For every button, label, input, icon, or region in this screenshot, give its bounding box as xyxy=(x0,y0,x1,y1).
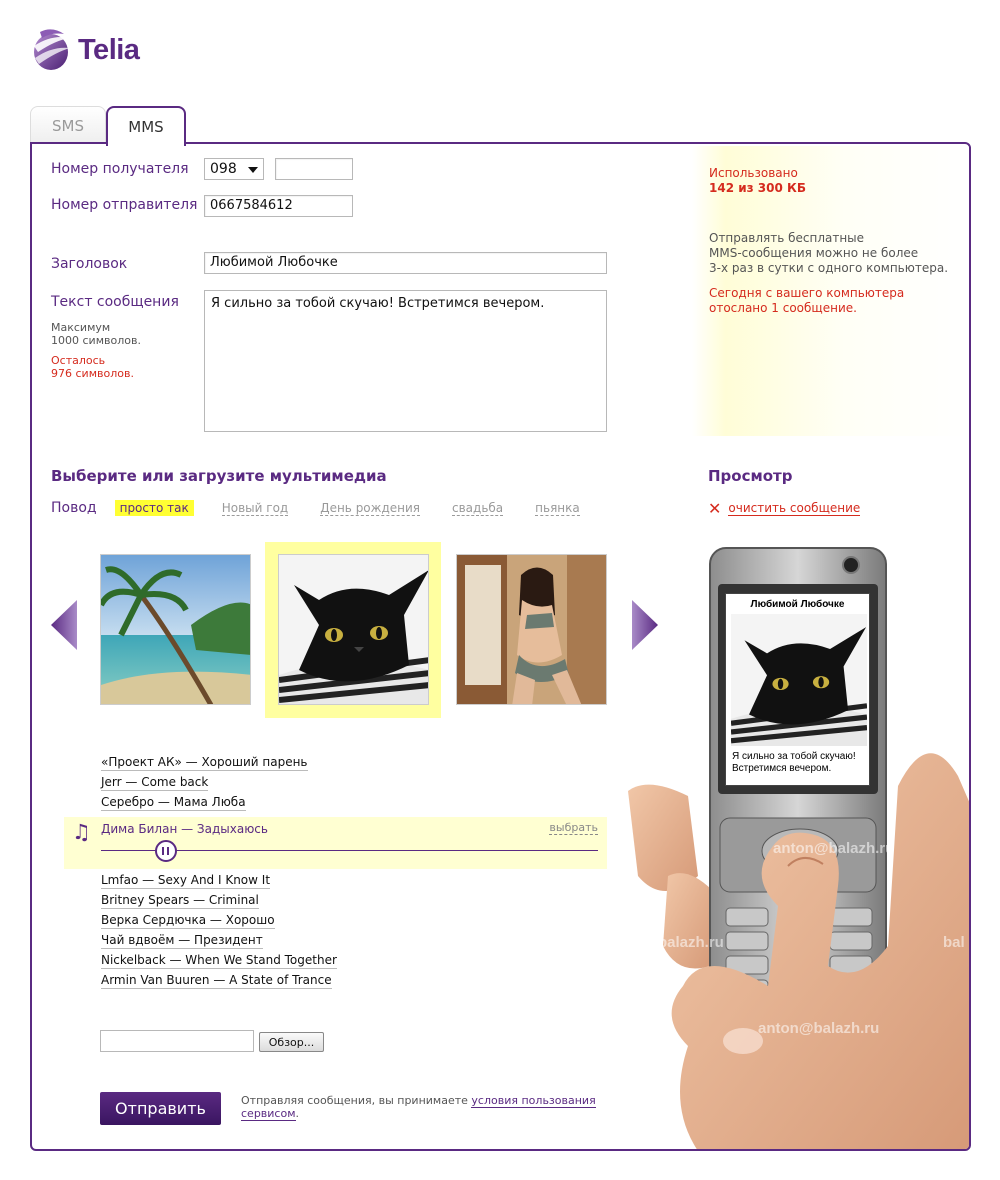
browse-button[interactable]: Обзор... xyxy=(259,1032,324,1052)
occasion-filter xyxy=(51,500,612,516)
phone-screen xyxy=(725,593,870,786)
watermark-edge: bal xyxy=(943,934,965,951)
terms-link-cont[interactable]: сервисом xyxy=(241,1107,296,1120)
preview-image xyxy=(731,614,867,746)
send-button[interactable]: Отправить xyxy=(100,1092,221,1125)
woman-lingerie-image xyxy=(457,555,607,705)
terms-end: . xyxy=(295,1107,300,1120)
music-note-icon: ♫ xyxy=(72,820,91,844)
terms-notice xyxy=(241,1094,611,1120)
max-chars-line2: 1000 символов. xyxy=(51,334,141,347)
beach-palm-image xyxy=(101,555,251,705)
active-track-player xyxy=(64,817,607,869)
thumbnail-woman[interactable] xyxy=(456,554,607,705)
black-cat-image xyxy=(279,555,429,705)
track-item[interactable]: Jerr — Come back xyxy=(101,775,209,789)
track-item[interactable]: Чай вдвоём — Президент xyxy=(101,933,263,947)
message-textarea[interactable]: Я сильно за тобой скучаю! Встретимся вечером. xyxy=(204,290,607,432)
watermark-bottom: anton@balazh.ru xyxy=(758,1020,880,1037)
preview-message: Я сильно за тобой скучаю! Встретимся вечером. xyxy=(732,751,856,774)
thumbnail-beach[interactable] xyxy=(100,554,251,705)
telia-logo-text: Telia xyxy=(78,33,140,66)
tab-sms[interactable]: SMS xyxy=(30,106,106,144)
remaining-chars-line2: 976 символов. xyxy=(51,367,134,380)
occasion-party[interactable]: пьянка xyxy=(535,500,580,515)
recipient-label: Номер получателя xyxy=(51,161,189,177)
telia-logo[interactable] xyxy=(30,28,139,72)
recipient-number-input[interactable] xyxy=(275,158,353,180)
select-track-link[interactable]: выбрать xyxy=(549,821,598,834)
black-cat-preview-image xyxy=(731,614,867,746)
track-item[interactable]: Lmfao — Sexy And I Know It xyxy=(101,873,271,887)
tab-mms[interactable]: MMS xyxy=(106,106,186,146)
sender-label: Номер отправителя xyxy=(51,197,198,213)
watermark: anton@balazh.ru xyxy=(773,840,895,857)
clear-message-label: очистить сообщение xyxy=(728,501,861,515)
track-item[interactable]: Armin Van Buuren — A State of Trance xyxy=(101,973,332,987)
used-label: Использовано xyxy=(709,166,798,180)
track-item[interactable]: Серебро — Мама Люба xyxy=(101,795,246,809)
sender-number-input[interactable]: 0667584612 xyxy=(204,195,353,217)
watermark-partial: balazh.ru xyxy=(658,934,724,951)
max-chars-hint xyxy=(51,321,141,347)
subject-input[interactable]: Любимой Любочке xyxy=(204,252,607,274)
track-item[interactable]: Britney Spears — Criminal xyxy=(101,893,259,907)
carousel-prev-arrow-icon[interactable] xyxy=(51,600,77,650)
track-item[interactable]: Nickelback — When We Stand Together xyxy=(101,953,337,967)
occasion-birthday[interactable]: День рождения xyxy=(320,500,421,515)
occasion-label: Повод xyxy=(51,500,97,516)
recipient-prefix-value: 098 xyxy=(210,161,237,177)
remaining-chars-hint xyxy=(51,354,134,380)
clear-message-link[interactable] xyxy=(708,498,861,518)
message-label: Текст сообщения xyxy=(51,294,179,310)
recipient-prefix-select[interactable] xyxy=(204,158,264,180)
remaining-chars-line1: Осталось xyxy=(51,354,106,367)
media-section-title: Выберите или загрузите мультимедиа xyxy=(51,467,387,485)
pause-bar xyxy=(162,847,164,855)
today-line2: отослано 1 сообщение. xyxy=(709,301,857,315)
usage-info-box xyxy=(692,146,971,436)
mms-form-panel xyxy=(30,142,971,1151)
occasion-wedding[interactable]: свадьба xyxy=(452,500,504,515)
occasion-new-year[interactable]: Новый год xyxy=(221,500,289,515)
active-track-name[interactable]: Дима Билан — Задыхаюсь xyxy=(101,822,268,836)
preview-title: Просмотр xyxy=(708,467,793,485)
preview-subject: Любимой Любочке xyxy=(750,599,845,610)
pause-button[interactable] xyxy=(155,840,177,862)
thumbnail-cat[interactable] xyxy=(278,554,429,705)
phone-preview xyxy=(628,546,971,1151)
subject-label: Заголовок xyxy=(51,256,128,272)
terms-text: Отправляя сообщения, вы принимаете xyxy=(241,1094,468,1107)
max-chars-line1: Максимум xyxy=(51,321,111,334)
telia-sphere-icon xyxy=(30,28,72,72)
limit-line3: 3-х раз в сутки с одного компьютера. xyxy=(709,261,949,275)
terms-link[interactable]: условия пользования xyxy=(471,1094,596,1107)
limit-line2: MMS-сообщения можно не более xyxy=(709,246,919,260)
occasion-just-because[interactable]: просто так xyxy=(115,500,194,516)
close-icon: ✕ xyxy=(708,498,722,518)
track-item[interactable]: «Проект АК» — Хороший парень xyxy=(101,755,308,769)
today-line1: Сегодня с вашего компьютера xyxy=(709,286,905,300)
track-item[interactable]: Верка Сердючка — Хорошо xyxy=(101,913,275,927)
limit-line1: Отправлять бесплатные xyxy=(709,231,865,245)
used-value: 142 из 300 КБ xyxy=(709,181,806,195)
chevron-down-icon xyxy=(248,167,258,173)
pause-bar xyxy=(167,847,169,855)
file-path-input[interactable] xyxy=(100,1030,254,1052)
